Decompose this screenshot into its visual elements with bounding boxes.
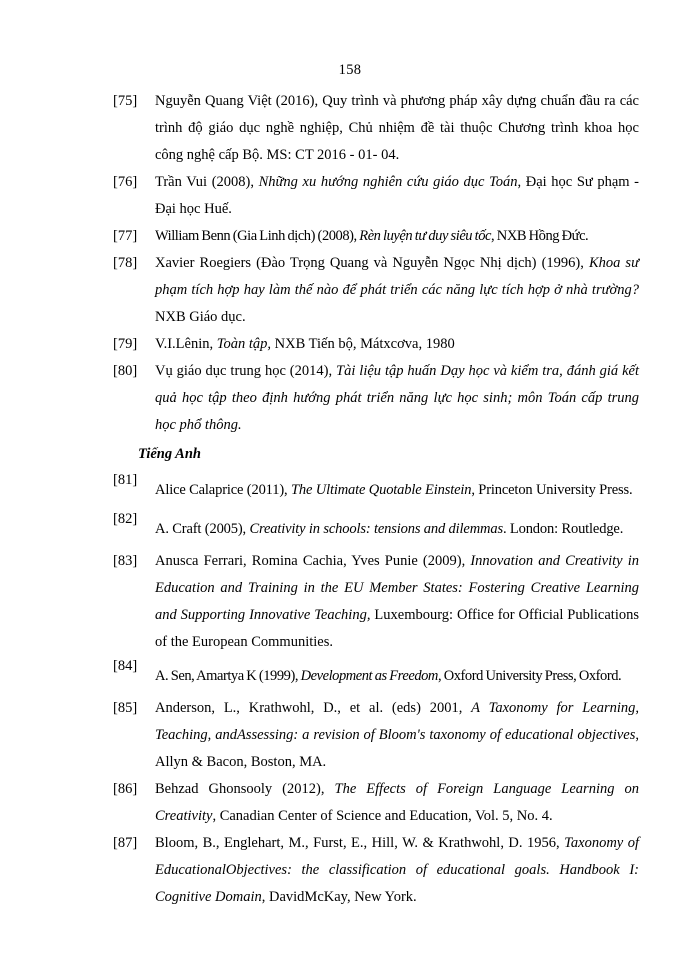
reference-text	[155, 695, 639, 776]
reference-text	[155, 88, 639, 169]
reference-text-roman: , Oxford University Press, Oxford.	[437, 668, 622, 684]
reference-number: [81]	[113, 472, 138, 488]
reference-text	[155, 169, 639, 223]
reference-text-roman: Luxembourg: Office for Official Publications of the European Communities.	[155, 607, 640, 650]
reference-text	[155, 358, 639, 439]
reference-text-roman: Anusca Ferrari, Romina Cachia, Yves Punie (2009),	[155, 553, 471, 569]
reference-text-roman: Vụ giáo dục trung học (2014),	[155, 363, 337, 379]
reference-text-roman: , Princeton University Press.	[471, 482, 633, 498]
reference-title-italic: Innovation and Creativity in Education and Training in the EU Member States: Fostering Creative Learning and Supporting Innovative Teaching,	[155, 553, 639, 623]
reference-title-italic: Creativity in schools: tensions and dilemmas	[249, 521, 503, 537]
page-number: 158	[338, 62, 362, 78]
reference-entry	[113, 169, 639, 223]
reference-number: [77]	[113, 228, 138, 244]
reference-title-italic: Rèn luyện tư duy siêu tốc	[359, 228, 492, 244]
reference-text-roman: Bloom, B., Englehart, M., Furst, E., Hill, W. & Krathwohl, D. 1956,	[155, 835, 565, 851]
reference-text	[155, 470, 639, 504]
reference-list	[113, 88, 639, 911]
reference-title-italic: Toàn tập,	[216, 336, 272, 352]
reference-entry	[113, 548, 639, 656]
reference-title-italic: Taxonomy of EducationalObjectives: the classification of educational goals. Handbook I: Cognitive Domain	[155, 835, 640, 905]
reference-number: [85]	[113, 700, 138, 716]
reference-text	[155, 548, 639, 656]
reference-text	[155, 223, 639, 250]
reference-number: [79]	[113, 336, 138, 352]
reference-text	[155, 509, 639, 543]
reference-entry	[113, 776, 639, 830]
reference-text-roman: NXB Giáo dục.	[155, 309, 246, 325]
reference-number: [80]	[113, 363, 138, 379]
reference-text	[155, 830, 639, 911]
section-heading-tieng-anh: Tiếng Anh	[138, 446, 201, 462]
reference-entry	[113, 509, 639, 543]
reference-title-italic: Những xu hướng nghiên cứu giáo dục Toán	[258, 174, 518, 190]
reference-title-italic: A Taxonomy for Learning, Teaching, andAssessing: a revision of Bloom's taxonomy of educational objectives	[155, 700, 640, 743]
reference-entry	[113, 656, 639, 690]
reference-entry	[113, 695, 639, 776]
reference-text-roman: William Benn (Gia Linh dịch) (2008),	[155, 228, 360, 244]
reference-entry	[113, 331, 639, 358]
reference-number: [83]	[113, 553, 138, 569]
reference-text	[155, 776, 639, 830]
reference-text-roman: , NXB Hồng Đức.	[491, 228, 589, 244]
reference-title-italic: Khoa sư phạm tích hợp hay làm thế nào để phát triển các năng lực tích hợp ở nhà trường?	[155, 255, 639, 298]
reference-title-italic: The Ultimate Quotable Einstein	[290, 482, 472, 498]
reference-text-roman: , Allyn & Bacon, Boston, MA.	[155, 727, 639, 770]
reference-title-italic: Development as Freedom	[300, 668, 438, 684]
reference-text-roman: , Canadian Center of Science and Education, Vol. 5, No. 4.	[212, 808, 553, 824]
reference-number: [84]	[113, 658, 138, 674]
reference-text-roman: Xavier Roegiers (Đào Trọng Quang và Nguyễn Ngọc Nhị dịch) (1996),	[155, 255, 589, 271]
reference-entry	[113, 358, 639, 439]
reference-text-roman: A. Craft (2005),	[155, 521, 250, 537]
reference-title-italic: Tài liệu tập huấn Dạy học và kiểm tra, đánh giá kết quả học tập theo định hướng phát triển năng lực học sinh; môn Toán cấp trung học phổ thông.	[155, 363, 639, 433]
reference-text-roman: A. Sen, Amartya K (1999),	[155, 668, 301, 684]
reference-text-roman: V.I.Lênin,	[155, 336, 217, 352]
reference-text-roman: , DavidMcKay, New York.	[261, 889, 417, 905]
reference-text	[155, 331, 639, 358]
reference-text-roman: Behzad Ghonsooly (2012),	[155, 781, 335, 797]
reference-number: [87]	[113, 835, 138, 851]
reference-text-roman: . London: Routledge.	[502, 521, 624, 537]
reference-entry	[113, 88, 639, 169]
reference-text-roman: Trần Vui (2008),	[155, 174, 259, 190]
reference-text	[155, 250, 639, 331]
reference-text-roman: NXB Tiến bộ, Mátxcơva, 1980	[271, 336, 455, 352]
reference-number: [82]	[113, 511, 138, 527]
reference-text-roman: , Đại học Sư phạm - Đại học Huế.	[155, 174, 640, 217]
reference-text-roman: Nguyễn Quang Việt (2016), Quy trình và phương pháp xây dựng chuẩn đầu ra các trình độ giáo dục nghề nghiệp, Chủ nhiệm đề tài thuộc Chương trình khoa học công nghệ cấp Bộ. MS: CT 2016 - 01- 04.	[155, 93, 639, 163]
reference-number: [76]	[113, 174, 138, 190]
reference-entry	[113, 470, 639, 504]
reference-title-italic: The Effects of Foreign Language Learning on Creativity	[155, 781, 640, 824]
reference-entry	[113, 830, 639, 911]
reference-entry	[113, 223, 639, 250]
reference-number: [86]	[113, 781, 138, 797]
reference-number: [75]	[113, 93, 138, 109]
reference-text-roman: Anderson, L., Krathwohl, D., et al. (eds) 2001,	[155, 700, 472, 716]
reference-entry	[113, 250, 639, 331]
reference-number: [78]	[113, 255, 138, 271]
reference-text-roman: Alice Calaprice (2011),	[155, 482, 291, 498]
reference-text	[155, 656, 639, 690]
